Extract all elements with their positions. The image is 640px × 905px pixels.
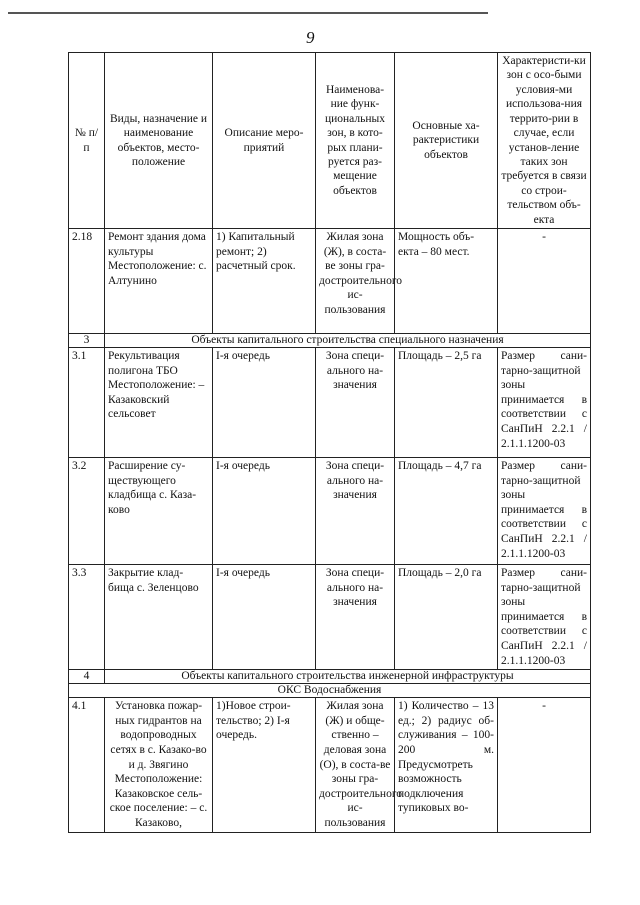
row-measures: I-я очередь [213,565,316,670]
table-row [69,698,591,832]
row-special: - [498,698,591,832]
row-characteristics: Площадь – 2,5 га [395,348,498,458]
row-characteristics: Площадь – 2,0 га [395,565,498,670]
header-special: Характеристи-ки зон с осо-быми условия-ми использова-ния террито-рии в случае, если установ-ление таких зон требуется в связи со строи-тельством объ-екта [498,53,591,229]
row-measures: I-я очередь [213,458,316,565]
row-zone: Зона специ-ального на-значения [316,565,395,670]
row-object: Ремонт здания дома культуры Местоположение: с. Алтунино [105,229,213,334]
row-num: 3.3 [69,565,105,670]
row-num: 3.1 [69,348,105,458]
row-object: Установка пожар-ных гидрантов на водопроводных сетях в с. Казако-во и д. Звягино Местоположение: Казаковское сель-ское поселение: – с. Казаково, [105,698,213,832]
subsection-title: ОКС Водоснабжения [69,684,591,698]
row-zone: Жилая зона (Ж), в соста-ве зоны гра-достроительного ис-пользования [316,229,395,334]
section-row [69,334,591,348]
row-object: Расширение су-ществующего кладбища с. Каза-ково [105,458,213,565]
table-row [69,458,591,565]
header-row [69,53,591,229]
header-zone: Наименова-ние функ-циональных зон, в кото-рых плани-руется раз-мещение объектов [316,53,395,229]
row-zone: Жилая зона (Ж) и обще-ственно – деловая зона (О), в соста-ве зоны гра-достроительного ис-пользования [316,698,395,832]
header-num: № п/п [69,53,105,229]
table-row [69,348,591,458]
row-characteristics: 1) Количество – 13 ед.; 2) радиус об-служивания – 100-200 м. Предусмотреть возможность подключения тупиковых во- [395,698,498,832]
row-characteristics: Площадь – 4,7 га [395,458,498,565]
row-num: 2.18 [69,229,105,334]
row-num: 3.2 [69,458,105,565]
section-row [69,670,591,684]
row-object: Закрытие клад-бища с. Зеленцово [105,565,213,670]
row-measures: 1)Новое строи-тельство; 2) I-я очередь. [213,698,316,832]
page-number: 9 [306,28,315,47]
row-special: - [498,229,591,334]
section-num: 4 [69,670,105,684]
top-rule [8,12,488,14]
row-special: Размер сани-тарно-защитной зоны принимается в соответствии с СанПиН 2.2.1 / 2.1.1.1200-03 [498,458,591,565]
table-row [69,565,591,670]
table-row [69,229,591,334]
row-num: 4.1 [69,698,105,832]
row-special: Размер сани-тарно-защитной зоны принимается в соответствии с СанПиН 2.2.1 / 2.1.1.1200-03 [498,565,591,670]
subsection-row [69,684,591,698]
row-zone: Зона специ-ального на-значения [316,458,395,565]
header-characteristics: Основные ха-рактеристики объектов [395,53,498,229]
row-measures: 1) Капитальный ремонт; 2) расчетный срок. [213,229,316,334]
planning-table [68,52,591,833]
row-object: Рекультивация полигона ТБО Местоположение: – Казаковский сельсовет [105,348,213,458]
section-title: Объекты капитального строительства специального назначения [105,334,591,348]
row-characteristics: Мощность объ-екта – 80 мест. [395,229,498,334]
row-measures: I-я очередь [213,348,316,458]
header-measures: Описание меро-приятий [213,53,316,229]
header-object: Виды, назначение и наименование объектов, место-положение [105,53,213,229]
section-title: Объекты капитального строительства инженерной инфраструктуры [105,670,591,684]
section-num: 3 [69,334,105,348]
row-zone: Зона специ-ального на-значения [316,348,395,458]
row-special: Размер сани-тарно-защитной зоны принимается в соответствии с СанПиН 2.2.1 / 2.1.1.1200-03 [498,348,591,458]
